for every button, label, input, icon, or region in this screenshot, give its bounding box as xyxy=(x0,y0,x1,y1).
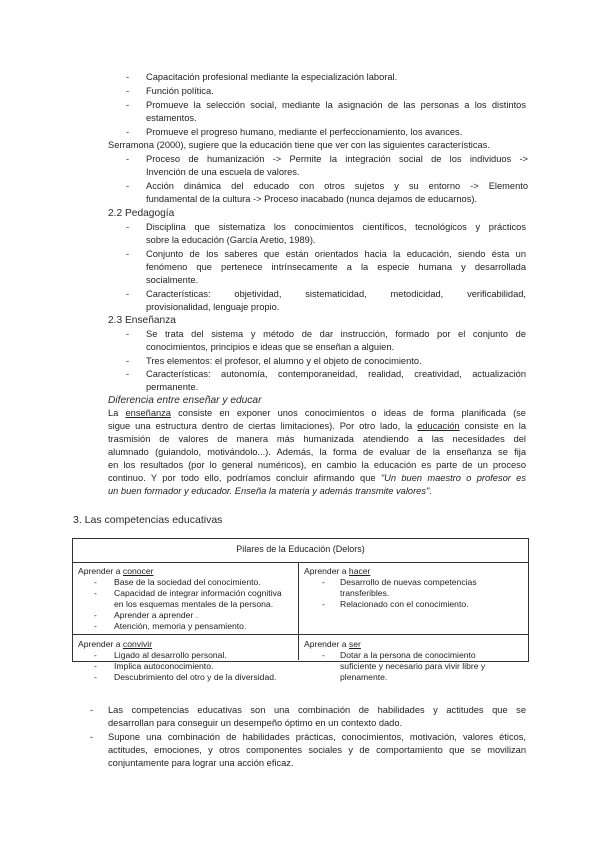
dash: - xyxy=(322,650,325,660)
dash: - xyxy=(94,650,97,660)
table-cell-conocer xyxy=(78,566,154,577)
list-item: sobre la educación (García Aretio, 1989). xyxy=(146,235,316,245)
paragraph-line xyxy=(108,407,526,420)
paragraph-line: en los resultados (por lo general numéricos), en cambio la educación es parte de un proceso xyxy=(108,460,526,470)
list-item: Conjunto de los saberes que están orientados hacia la educación, siendo ésta un xyxy=(146,249,526,259)
dash: - xyxy=(126,329,130,339)
cell-key: ser xyxy=(348,639,361,649)
dash: - xyxy=(322,577,325,587)
dash: - xyxy=(94,610,97,620)
text: sigue una estructura dentro de ciertas limitaciones). Por otro lado, la xyxy=(108,421,418,431)
cell-item: suficiente y necesario para vivir libre y xyxy=(340,661,486,671)
paragraph-line xyxy=(108,472,526,485)
cell-item: transferibles. xyxy=(340,588,390,598)
text: continuo. Y por todo ello, podríamos concluir afirmando que xyxy=(108,473,381,483)
dash: - xyxy=(94,577,97,587)
list-item: Tres elementos: el profesor, el alumno y el objeto de conocimiento. xyxy=(146,356,422,366)
dash: - xyxy=(126,289,130,299)
heading-competencias: 3. Las competencias educativas xyxy=(73,514,223,526)
dash: - xyxy=(126,86,130,96)
paragraph-line xyxy=(108,485,432,498)
table-cell-hacer xyxy=(304,566,370,577)
paragraph-line: alumnado (guiandolo, motivándolo...). Además, la forma de evaluar de la enseñanza se fija xyxy=(108,447,526,457)
list-item: conocimientos, principios e ideas que se enseñan a alguien. xyxy=(146,342,395,352)
dash: - xyxy=(126,356,130,366)
text: La xyxy=(108,408,126,418)
cell-item: Desarrollo de nuevas competencias xyxy=(340,577,477,587)
paragraph-line xyxy=(108,420,526,433)
list-item: Promueve el progreso humano, mediante el perfeccionamiento, los avances. xyxy=(146,127,463,137)
text: consiste en la xyxy=(459,421,526,431)
list-item: provisionalidad, lenguaje propio. xyxy=(146,302,280,312)
list-item: Se trata del sistema y método de dar instrucción, formado por el conjunto de xyxy=(146,329,526,339)
list-item: socialmente. xyxy=(146,275,199,285)
table-title: Pilares de la Educación (Delors) xyxy=(236,544,365,554)
list-item: permanente. xyxy=(146,382,199,392)
term-educacion: educación xyxy=(417,421,460,431)
cell-key: convivir xyxy=(122,639,153,649)
table-cell-ser xyxy=(304,639,361,650)
dash: - xyxy=(126,369,130,379)
cell-key: conocer xyxy=(122,566,154,576)
dash: - xyxy=(126,154,130,164)
cell-prefix: Aprender a xyxy=(78,566,123,576)
cell-item: Base de la sociedad del conocimiento. xyxy=(114,577,261,587)
cell-item: Implica autoconocimiento. xyxy=(114,661,214,671)
list-item: Las competencias educativas son una combinación de habilidades y actitudes que se xyxy=(108,705,526,715)
cell-item: Relacionado con el conocimiento. xyxy=(340,599,469,609)
quote: un buen formador y educador. Enseña la materia y además transmite valores" xyxy=(108,486,430,496)
cell-prefix: Aprender a xyxy=(78,639,123,649)
cell-prefix: Aprender a xyxy=(304,566,349,576)
term-ensenanza: enseñanza xyxy=(125,408,171,418)
list-item: Supone una combinación de habilidades prácticas, conocimientos, motivación, valores éticos, xyxy=(108,732,526,742)
list-item: Acción dinámica del educado con otros sujetos y su entorno -> Elemento xyxy=(146,181,528,191)
cell-prefix: Aprender a xyxy=(304,639,349,649)
dash: - xyxy=(322,599,325,609)
list-item: conjuntamente para lograr una acción eficaz. xyxy=(108,758,294,768)
list-item: Función política. xyxy=(146,86,214,96)
text: . xyxy=(429,486,432,496)
dash: - xyxy=(94,621,97,631)
dash: - xyxy=(126,222,130,232)
dash: - xyxy=(94,661,97,671)
list-item: Disciplina que sistematiza los conocimientos científicos, tecnológicos y prácticos xyxy=(146,222,526,232)
table-cell-convivir xyxy=(78,639,152,650)
quote: "Un buen maestro o profesor es xyxy=(380,473,526,483)
cell-item: Descubrimiento del otro y de la diversidad. xyxy=(114,672,277,682)
heading-diferencia: Diferencia entre enseñar y educar xyxy=(108,395,262,406)
list-item: fundamental de la cultura -> Proceso inacabado (nunca dejamos de educarnos). xyxy=(146,194,478,204)
list-item: estamentos. xyxy=(146,113,197,123)
table-divider xyxy=(72,562,529,563)
dash: - xyxy=(94,672,97,682)
list-item: Proceso de humanización -> Permite la integración social de los individuos -> xyxy=(146,154,528,164)
cell-item: Aprender a aprender . xyxy=(114,610,199,620)
list-item: fenómeno que pertenece intrínsecamente a la especie humana y desarrollada xyxy=(146,262,526,272)
dash: - xyxy=(126,127,130,137)
cell-key: hacer xyxy=(348,566,371,576)
list-item: Promueve la selección social, mediante la asignación de las personas a los distintos xyxy=(146,100,526,110)
dash: - xyxy=(90,732,94,742)
table-divider xyxy=(72,634,529,635)
dash: - xyxy=(126,72,130,82)
dash: - xyxy=(126,181,130,191)
dash: - xyxy=(94,588,97,598)
heading-pedagogia: 2.2 Pedagogía xyxy=(108,208,175,219)
cell-item: Atención, memoria y pensamiento. xyxy=(114,621,247,631)
paragraph-line: trasmisión de valores de manera más humanizada atendiendo a las necesidades del xyxy=(108,434,526,444)
list-item: Capacitación profesional mediante la especialización laboral. xyxy=(146,72,398,82)
list-item: Invención de una escuela de valores. xyxy=(146,167,300,177)
heading-ensenanza: 2.3 Enseñanza xyxy=(108,315,176,326)
table-divider xyxy=(298,562,299,660)
list-item: Características: autonomía, contemporaneidad, realidad, creatividad, actualización xyxy=(146,369,526,379)
text: consiste en exponer unos conocimientos o ideas de forma planificada (se xyxy=(170,408,526,418)
dash: - xyxy=(90,705,94,715)
dash: - xyxy=(126,249,130,259)
cell-item: plenamente. xyxy=(340,672,388,682)
cell-item: en los esquemas mentales de la persona. xyxy=(114,599,274,609)
cell-item: Dotar a la persona de conocimiento xyxy=(340,650,476,660)
dash: - xyxy=(126,100,130,110)
paragraph: Serramona (2000), sugiere que la educación tiene que ver con las siguientes características. xyxy=(108,140,490,150)
list-item: actitudes, emociones, y otros componentes sociales y de comportamiento que se movilizan xyxy=(108,745,526,755)
list-item: desarrollan para conseguir un desempeño óptimo en un contexto dado. xyxy=(108,718,403,728)
list-item: Características: objetividad, sistematicidad, metodicidad, verificabilidad, xyxy=(146,289,526,299)
cell-item: Capacidad de integrar información cognitiva xyxy=(114,588,282,598)
cell-item: Ligado al desarrollo personal. xyxy=(114,650,227,660)
